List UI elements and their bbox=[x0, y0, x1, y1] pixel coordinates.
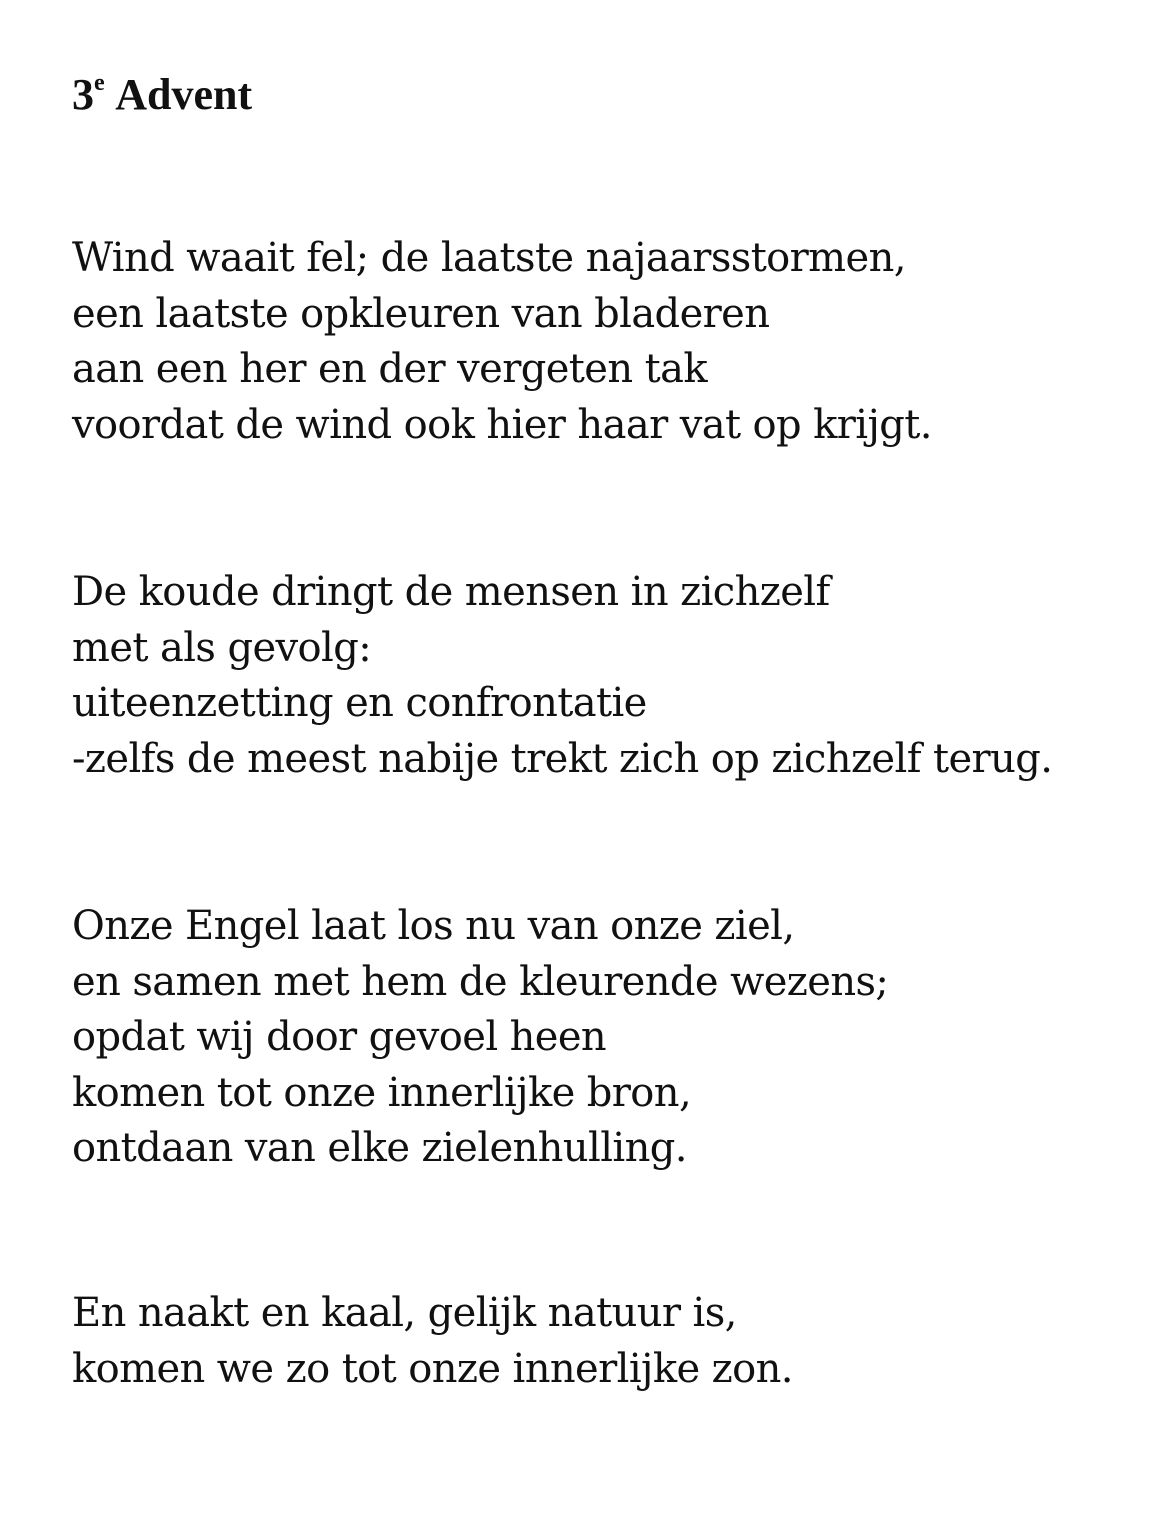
title-number: 3 bbox=[72, 70, 94, 119]
poem-title bbox=[72, 70, 252, 120]
poem-line: En naakt en kaal, gelijk natuur is, bbox=[72, 1290, 737, 1336]
poem-line: en samen met hem de kleurende wezens; bbox=[72, 958, 889, 1005]
poem-line: een laatste opkleuren van bladeren bbox=[72, 290, 770, 337]
stanza-3 bbox=[72, 899, 888, 1177]
poem-line: De koude dringt de mensen in zichzelf bbox=[72, 569, 830, 615]
stanza-2 bbox=[72, 565, 1052, 787]
title-word: Advent bbox=[115, 70, 253, 119]
poem-line: Wind waait fel; de laatste najaarsstormen, bbox=[72, 235, 906, 281]
poem-page bbox=[72, 0, 1142, 1515]
poem-line: voordat de wind ook hier haar vat op krijgt. bbox=[72, 401, 932, 448]
title-superscript: e bbox=[94, 70, 105, 97]
stanza-1 bbox=[72, 231, 932, 453]
poem-line: komen we zo tot onze innerlijke zon. bbox=[72, 1345, 793, 1392]
poem-line: komen tot onze innerlijke bron, bbox=[72, 1069, 692, 1116]
poem-line: ontdaan van elke zielenhulling. bbox=[72, 1125, 687, 1171]
stanza-4 bbox=[72, 1286, 793, 1397]
poem-line: -zelfs de meest nabije trekt zich op zichzelf terug. bbox=[72, 735, 1053, 782]
poem-line: met als gevolg: bbox=[72, 624, 372, 671]
poem-line: Onze Engel laat los nu van onze ziel, bbox=[72, 903, 795, 949]
poem-line: aan een her en der vergeten tak bbox=[72, 346, 707, 392]
poem-line: opdat wij door gevoel heen bbox=[72, 1014, 607, 1060]
poem-line: uiteenzetting en confrontatie bbox=[72, 680, 647, 726]
